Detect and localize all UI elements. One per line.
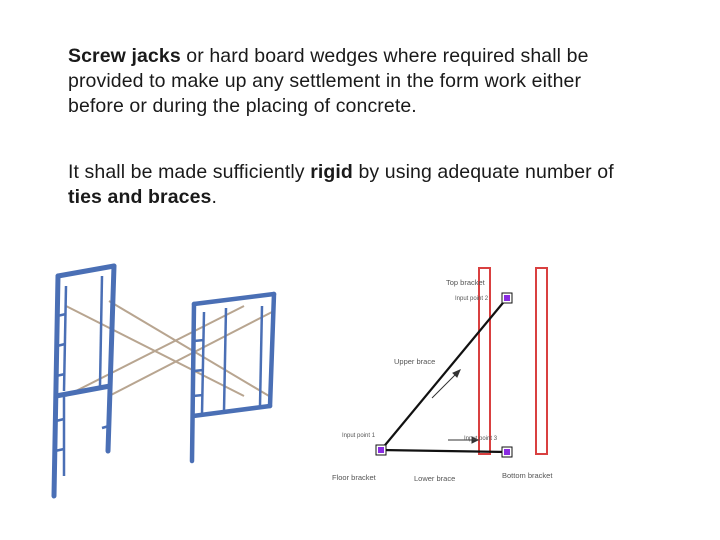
bold-screw-jacks: Screw jacks — [68, 45, 181, 67]
brace-diagram — [326, 262, 576, 492]
lower-brace-line — [381, 450, 507, 452]
paragraph-screw-jacks — [68, 44, 688, 119]
p1-line3-text: before or during the placing of concrete. — [68, 95, 417, 117]
cross-braces — [66, 301, 274, 396]
p2-line1-post: by using adequate number of — [352, 161, 614, 183]
p1-line2-text: provided to make up any settlement in the form work either — [68, 70, 582, 92]
brace-lines — [381, 298, 507, 452]
red-posts — [479, 268, 547, 454]
upper-brace-line — [381, 298, 507, 450]
scaffolding-frames-image — [44, 246, 284, 506]
label-input-point-2: Input point 2 — [455, 296, 489, 302]
label-input-point-3: Input point 3 — [464, 436, 498, 442]
p2-line2-post: . — [211, 186, 218, 208]
left-frame-ladder — [55, 276, 109, 476]
label-upper-brace: Upper brace — [394, 357, 436, 366]
p2-line1-pre: It shall be made sufficiently — [68, 161, 311, 183]
label-top-bracket: Top bracket — [446, 278, 485, 287]
bold-rigid: rigid — [310, 161, 353, 183]
label-floor-bracket: Floor bracket — [332, 473, 376, 482]
paragraph-rigid — [68, 160, 688, 210]
label-bottom-bracket: Bottom bracket — [502, 471, 553, 480]
bold-ties-and-braces: ties and braces — [68, 186, 212, 208]
p1-line1-text: or hard board wedges where required shall be — [180, 45, 589, 67]
label-lower-brace: Lower brace — [414, 474, 456, 483]
label-input-point-1: Input point 1 — [342, 433, 376, 439]
